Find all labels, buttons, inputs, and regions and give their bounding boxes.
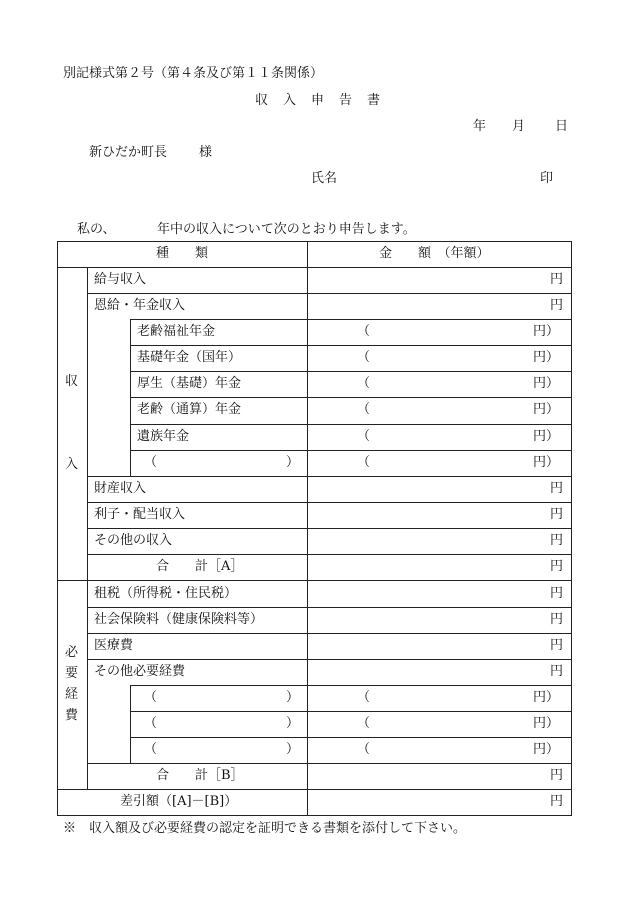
paren-open: （ (357, 350, 371, 365)
seal-mark: 印 (540, 171, 554, 186)
row-label: 利子・配当収入 (94, 507, 186, 522)
total-b-row (57, 763, 572, 789)
yen-unit: 円 (549, 768, 563, 783)
total-b-label: 合 計［B］ (156, 768, 244, 783)
row-label: 基礎年金（国年） (137, 350, 242, 365)
yen-close: 円） (532, 690, 559, 705)
table-row (57, 319, 572, 345)
yen-close: 円） (532, 376, 559, 391)
paren-open: （ (357, 716, 371, 731)
row-label: 医療費 (94, 638, 134, 653)
paren-open: （ (357, 429, 371, 444)
header-type: 種 類 (156, 246, 209, 261)
table-row (57, 450, 572, 476)
paren-open: （ (357, 402, 371, 417)
paren-close: ） (286, 716, 300, 731)
paren-close: ） (286, 742, 300, 757)
table-row (57, 607, 572, 633)
income-category-label: 収 (65, 374, 79, 389)
income-category-label: 入 (65, 457, 79, 472)
table-row (57, 633, 572, 659)
difference-row (57, 789, 572, 815)
row-label: 租税（所得税・住民税） (94, 586, 238, 601)
yen-unit: 円 (549, 664, 563, 679)
yen-unit: 円 (549, 612, 563, 627)
difference-label: 差引額（[A]－[B]） (120, 794, 238, 809)
date-month-label: 月 (512, 119, 526, 134)
yen-unit: 円 (549, 559, 563, 574)
expense-category-label: 要 (65, 666, 79, 681)
paren-close: ） (286, 690, 300, 705)
yen-close: 円） (532, 350, 559, 365)
row-label: 遺族年金 (137, 429, 190, 444)
header-amount: 金 額 （年額） (379, 246, 490, 261)
yen-unit: 円 (549, 638, 563, 653)
table-row (57, 267, 572, 293)
intro-suffix: 年中の収入について次のとおり申告します。 (157, 222, 416, 237)
total-a-row (57, 554, 572, 580)
table-row (57, 528, 572, 554)
expense-category-label: 費 (65, 708, 79, 723)
addressee: 新ひだか町長 (89, 145, 168, 160)
paren-open: （ (357, 376, 371, 391)
intro-prefix: 私の、 (77, 222, 116, 237)
yen-close: 円） (532, 742, 559, 757)
paren-open: （ (357, 455, 371, 470)
expense-category-label: 経 (65, 687, 79, 702)
row-label: 社会保険料（健康保険料等） (94, 612, 264, 627)
row-label: 給与収入 (94, 272, 147, 287)
paren-open: （ (144, 455, 158, 470)
yen-close: 円） (532, 429, 559, 444)
yen-close: 円） (532, 324, 559, 339)
form-title: 収 入 申 告 書 (255, 93, 382, 108)
table-row (57, 371, 572, 397)
paren-open: （ (144, 742, 158, 757)
name-label: 氏名 (311, 171, 338, 186)
form-number: 別記様式第２号（第４条及び第１１条関係） (63, 66, 324, 81)
yen-close: 円） (532, 402, 559, 417)
row-label: 財産収入 (94, 481, 147, 496)
date-day-label: 日 (555, 119, 569, 134)
table-row (57, 424, 572, 450)
row-label: 老齢（通算）年金 (137, 402, 242, 417)
total-a-label: 合 計［A］ (156, 559, 244, 574)
income-declaration-table (57, 241, 572, 816)
yen-close: 円） (532, 716, 559, 731)
paren-open: （ (144, 716, 158, 731)
table-row (57, 502, 572, 528)
yen-unit: 円 (549, 298, 563, 313)
table-row (57, 685, 572, 711)
paren-open: （ (357, 324, 371, 339)
date-year-label: 年 (473, 119, 487, 134)
paren-close: ） (286, 455, 300, 470)
table-row (57, 659, 572, 685)
table-row (57, 581, 572, 607)
row-label: その他の収入 (94, 533, 173, 548)
table-row (57, 397, 572, 423)
table-row (57, 737, 572, 763)
table-row (57, 293, 572, 319)
row-label: 恩給・年金収入 (94, 298, 186, 313)
table-row (57, 345, 572, 371)
row-label: 厚生（基礎）年金 (137, 376, 242, 391)
table-row (57, 476, 572, 502)
yen-unit: 円 (549, 481, 563, 496)
yen-unit: 円 (549, 272, 563, 287)
yen-unit: 円 (549, 533, 563, 548)
table-row (57, 708, 572, 737)
table-header-row (57, 241, 572, 267)
yen-unit: 円 (549, 586, 563, 601)
yen-unit: 円 (549, 507, 563, 522)
row-label: その他必要経費 (94, 664, 186, 679)
footnote: ※ 収入額及び必要経費の認定を証明できる書類を添付して下さい。 (63, 821, 467, 836)
yen-close: 円） (532, 455, 559, 470)
paren-open: （ (357, 690, 371, 705)
yen-unit: 円 (549, 794, 563, 809)
paren-open: （ (357, 742, 371, 757)
row-label: 老齢福祉年金 (137, 324, 216, 339)
honorific: 様 (199, 145, 213, 160)
table-border-bottom (57, 815, 572, 816)
paren-open: （ (144, 690, 158, 705)
expense-category-label: 必 (65, 645, 79, 660)
